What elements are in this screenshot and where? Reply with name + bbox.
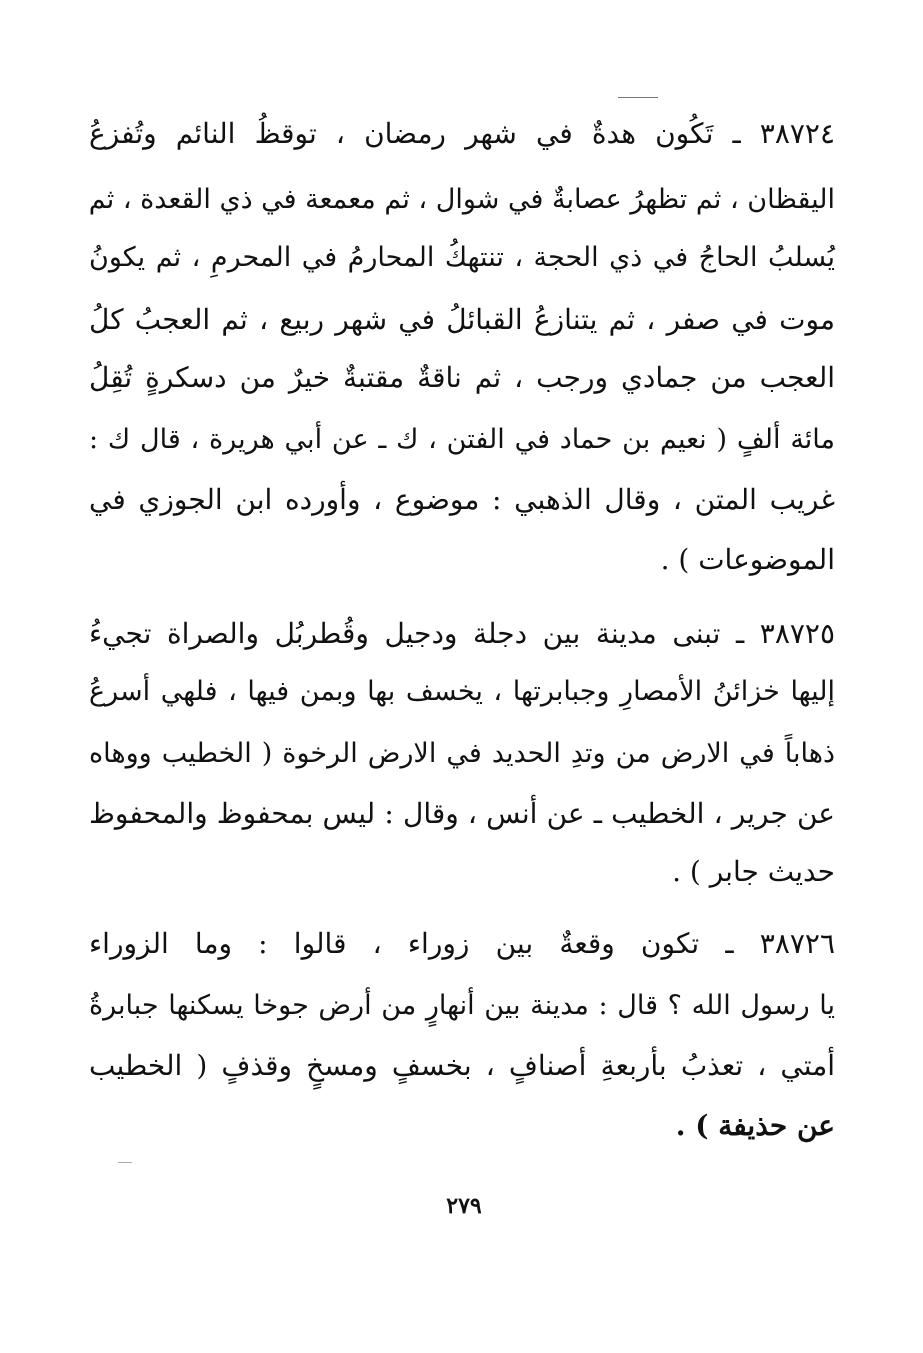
entry-line: إليها خزائنُ الأمصارِ وجبابرتها ، يخسف بها وبمن فيها ، فلهي أسرعُ bbox=[89, 676, 835, 707]
entry-line: ذهاباً في الارض من وتدِ الحديد في الارض الرخوة ( الخطيب ووهاه bbox=[89, 738, 835, 769]
entry-line: يُسلبُ الحاجُ في ذي الحجة ، تنتهكُ المحارمُ في المحرمِ ، ثم يكونُ bbox=[89, 242, 835, 273]
entry-line: ٣٨٧٢٤ ـ تَكُون هدةٌ في شهر رمضان ، توقظُ النائم وتُفزعُ bbox=[89, 117, 835, 150]
entry-line: الموضوعات ) . bbox=[660, 543, 835, 576]
entry-line: حديث جابر ) . bbox=[672, 855, 835, 888]
entry-line: مائة ألفٍ ( نعيم بن حماد في الفتن ، ك ـ عن أبي هريرة ، قال ك : bbox=[89, 424, 835, 455]
entry-line: العجب من جمادي ورجب ، ثم ناقةٌ مقتبةٌ خيرٌ من دسكرةٍ تُقِلُ bbox=[89, 361, 835, 394]
entry-line: اليقظان ، ثم تظهرُ عصابةٌ في شوال ، ثم معمعة في ذي القعدة ، ثم bbox=[88, 184, 835, 215]
entry-line: يا رسول الله ؟ قال : مدينة بين أنهارٍ من أرض جوخا يسكنها جبابرةُ bbox=[89, 990, 835, 1021]
entry-line: ٣٨٧٢٥ ـ تبنى مدينة بين دجلة ودجيل وقُطربُل والصراة تجيءُ bbox=[89, 617, 835, 650]
entry-line: أمتي ، تعذبُ بأربعةِ أصنافٍ ، بخسفٍ ومسخٍ وقذفٍ ( الخطيب bbox=[89, 1049, 835, 1082]
bottom-rule bbox=[118, 1162, 132, 1163]
entry-line: عن جرير ، الخطيب ـ عن أنس ، وقال : ليس بمحفوظ والمحفوظ bbox=[89, 797, 835, 830]
entry-line: عن حذيفة ) . bbox=[675, 1109, 835, 1142]
top-rule bbox=[618, 97, 658, 98]
entry-line: ٣٨٧٢٦ ـ تكون وقعةٌ بين زوراء ، قالوا : وما الزوراء bbox=[89, 927, 835, 960]
entry-line: غريب المتن ، وقال الذهبي : موضوع ، وأورده ابن الجوزي في bbox=[89, 483, 835, 516]
entry-line: موت في صفر ، ثم يتنازعُ القبائلُ في شهر ربيع ، ثم العجبُ كلُ bbox=[89, 303, 835, 336]
page-number: ٢٧٩ bbox=[446, 1193, 482, 1219]
